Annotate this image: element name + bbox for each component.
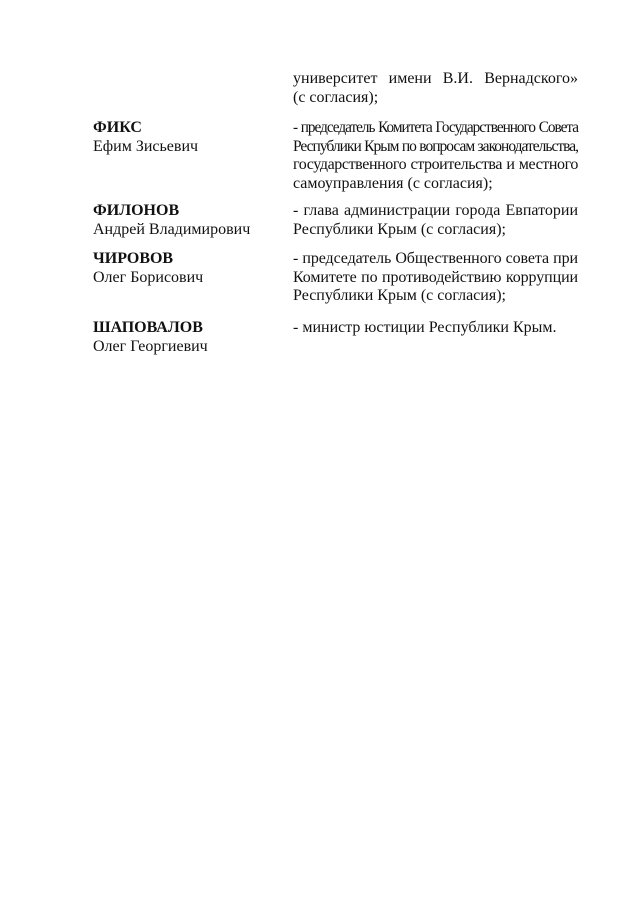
text-line: Комитете по противодействию коррупции [293,268,578,286]
text-line: - министр юстиции Республики Крым. [293,319,557,336]
member-given-name: Андрей Владимирович [93,220,251,238]
member-given-name: Ефим Зисьевич [93,137,199,155]
member-position [293,319,578,338]
member-name-block [93,319,283,356]
member-surname: ЧИРОВОВ [93,250,174,267]
text-line: Республики Крым (с согласия); [293,287,506,304]
text-line: Республики Крым по вопросам законодательства, [293,137,578,155]
text-line: (с согласия); [293,88,379,106]
member-position [293,250,578,306]
member-surname: ФИКС [93,119,142,136]
member-surname: ФИЛОНОВ [93,202,180,219]
member-name-block [93,119,283,156]
text-line: самоуправления (с согласия); [293,174,493,192]
member-position [293,119,578,193]
member-name-block [93,250,283,287]
continuation-text [293,70,578,107]
text-line: - председатель Комитета Государственного Совета [293,119,578,136]
member-given-name: Олег Георгиевич [93,337,208,355]
text-line: - глава администрации города Евпатории [293,202,578,219]
member-name-block [93,202,283,239]
text-line: государственного строительства и местного [293,156,578,173]
member-given-name: Олег Борисович [93,268,204,286]
member-position [293,202,578,239]
text-line: - председатель Общественного совета при [293,250,578,267]
member-surname: ШАПОВАЛОВ [93,319,203,336]
text-line: университет имени В.И. Вернадского» [293,70,578,87]
text-line: Республики Крым (с согласия); [293,220,506,238]
